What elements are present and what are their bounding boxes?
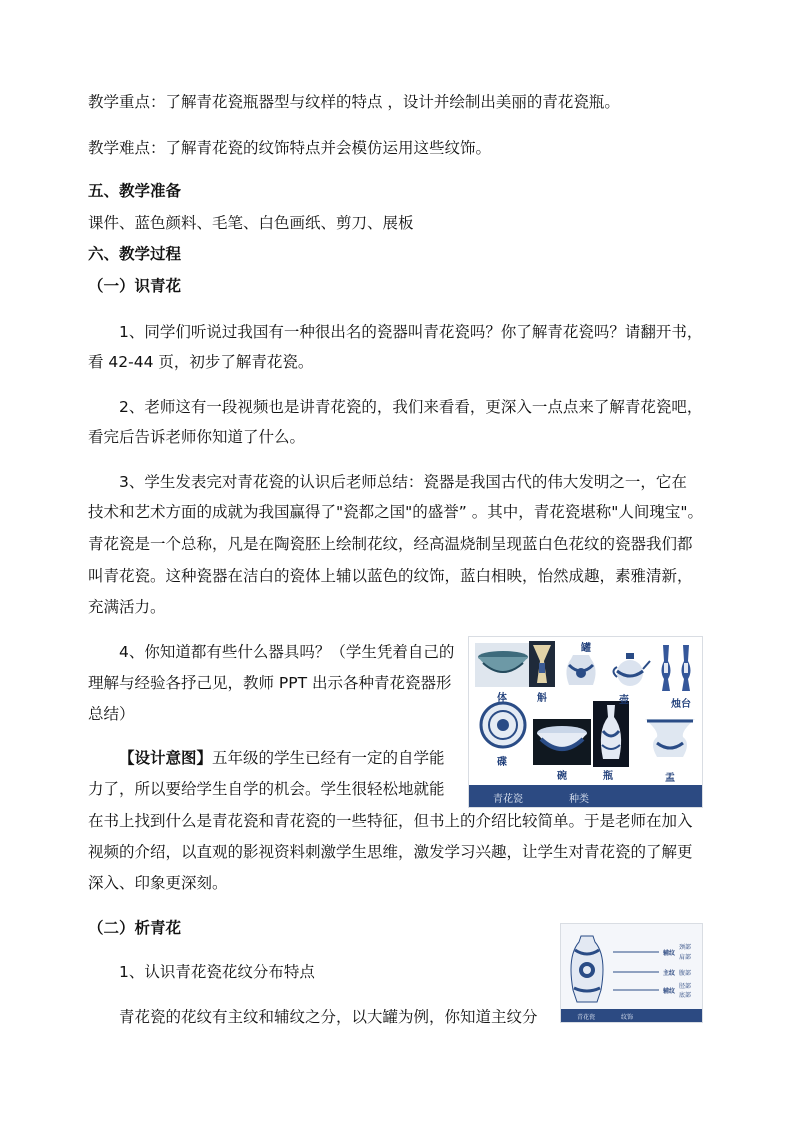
p4-line-1: 4、你知道都有些什么器具吗？（学生凭着自己的 (119, 643, 455, 661)
fig2-label-bottom: 底部 (679, 992, 692, 999)
design-line-1-text: 五年级的学生已经有一定的自学能 (212, 749, 445, 767)
jar-photo (561, 649, 601, 689)
figure1-caption-right: 种类 (569, 794, 589, 805)
gu-vase-photo (529, 641, 555, 687)
p3-line-4: 叫青花瓷。这种瓷器在洁白的瓷体上辅以蓝色的纹饰，蓝白相映，怡然成趣，素雅清新， (88, 567, 693, 585)
q1-body: 青花瓷的花纹有主纹和辅纹之分，以大罐为例，你知道主纹分 (119, 1008, 538, 1026)
vase-photo (593, 701, 629, 767)
candlestick-photo (655, 641, 699, 695)
figure1-caption-left: 青花瓷 (493, 794, 523, 805)
fig2-label-aux-2: 辅纹 (663, 988, 676, 995)
figure1-caption-bar (469, 785, 702, 807)
p3-line-3: 青花瓷是一个总称，凡是在陶瓷胚上绘制花纹，经高温烧制呈现蓝白色花纹的瓷器我们都 (88, 535, 693, 553)
fig2-label-shoulder: 肩部 (679, 954, 692, 961)
label-candlestick: 烛台 (671, 699, 691, 710)
label-ti: 体 (497, 693, 507, 704)
porcelain-types-figure (468, 636, 703, 808)
figure2-caption-bar (561, 1009, 702, 1022)
subsection-1-title: （一）识青花 (88, 277, 182, 295)
p2-line-2: 看完后告诉老师你知道了什么。 (88, 428, 306, 446)
fig2-label-main: 主纹 (663, 970, 676, 977)
fig2-label-aux-1: 辅纹 (663, 950, 676, 957)
fig2-label-shin: 胫部 (679, 983, 692, 990)
label-vase: 瓶 (603, 771, 613, 782)
p1-line-1: 1、同学们听说过我国有一种很出名的瓷器叫青花瓷吗？你了解青花瓷吗？请翻开书， (119, 323, 703, 341)
bowl-photo (475, 643, 531, 687)
teapot-photo (609, 641, 651, 691)
section-5-body: 课件、蓝色颜料、毛笔、白色画纸、剪刀、展板 (88, 214, 414, 232)
design-line-1 (119, 748, 445, 768)
design-line-3: 在书上找到什么是青花瓷和青花瓷的一些特征，但书上的介绍比较简单。于是老师在加入 (88, 812, 693, 830)
teaching-difficulty: 教学难点：了解青花瓷的纹饰特点并会模仿运用这些纹饰。 (88, 139, 492, 157)
spittoon-photo (641, 711, 699, 765)
label-hu-pot: 壶 (619, 695, 629, 706)
label-plate: 碟 (497, 757, 507, 768)
bowl-dark-photo (533, 719, 591, 765)
section-6-title: 六、教学过程 (88, 245, 182, 263)
label-hu: 斛 (537, 693, 547, 704)
figure2-caption-left: 青花瓷 (577, 1014, 596, 1021)
p4-line-3: 总结） (88, 705, 135, 723)
p4-line-2: 理解与经验各抒己见，教师 PPT 出示各种青花瓷器形 (88, 674, 452, 692)
design-intent-tag: 【设计意图】 (119, 749, 213, 767)
subsection-2-title: （二）析青花 (88, 919, 182, 937)
q1-title: 1、认识青花瓷花纹分布特点 (119, 963, 315, 981)
large-jar-photo (567, 932, 607, 1008)
ornament-distribution-figure (560, 923, 703, 1023)
ornament-arrows (611, 938, 661, 998)
fig2-label-belly: 腹部 (679, 970, 692, 977)
fig2-label-neck: 颈部 (679, 944, 692, 951)
section-5-title: 五、教学准备 (88, 182, 182, 200)
p3-line-2: 技术和艺术方面的成就为我国赢得了"瓷都之国"的盛誉” 。其中，青花瓷堪称"人间瑰宝"。 (88, 503, 703, 521)
teaching-focus: 教学重点：了解青花瓷瓶器型与纹样的特点 ，设计并绘制出美丽的青花瓷瓶。 (88, 93, 620, 111)
label-guan: 罐 (581, 643, 591, 654)
design-line-4: 视频的介绍，以直观的影视资料刺激学生思维，激发学习兴趣，让学生对青花瓷的了解更 (88, 843, 693, 861)
p3-line-1: 3、学生发表完对青花瓷的认识后老师总结：瓷器是我国古代的伟大发明之一，它在 (119, 473, 687, 491)
figure2-caption-right: 纹饰 (621, 1014, 634, 1021)
p3-line-5: 充满活力。 (88, 598, 166, 616)
p2-line-1: 2、老师这有一段视频也是讲青花瓷的，我们来看看，更深入一点点来了解青花瓷吧， (119, 398, 703, 416)
label-bowl: 碗 (557, 771, 567, 782)
design-line-5: 深入、印象更深刻。 (88, 874, 228, 892)
plate-photo (475, 701, 531, 751)
label-spittoon: 盂 (665, 773, 675, 784)
p1-line-2: 看 42-44 页，初步了解青花瓷。 (88, 353, 314, 371)
design-line-2: 力了，所以要给学生自学的机会。学生很轻松地就能 (88, 780, 445, 798)
